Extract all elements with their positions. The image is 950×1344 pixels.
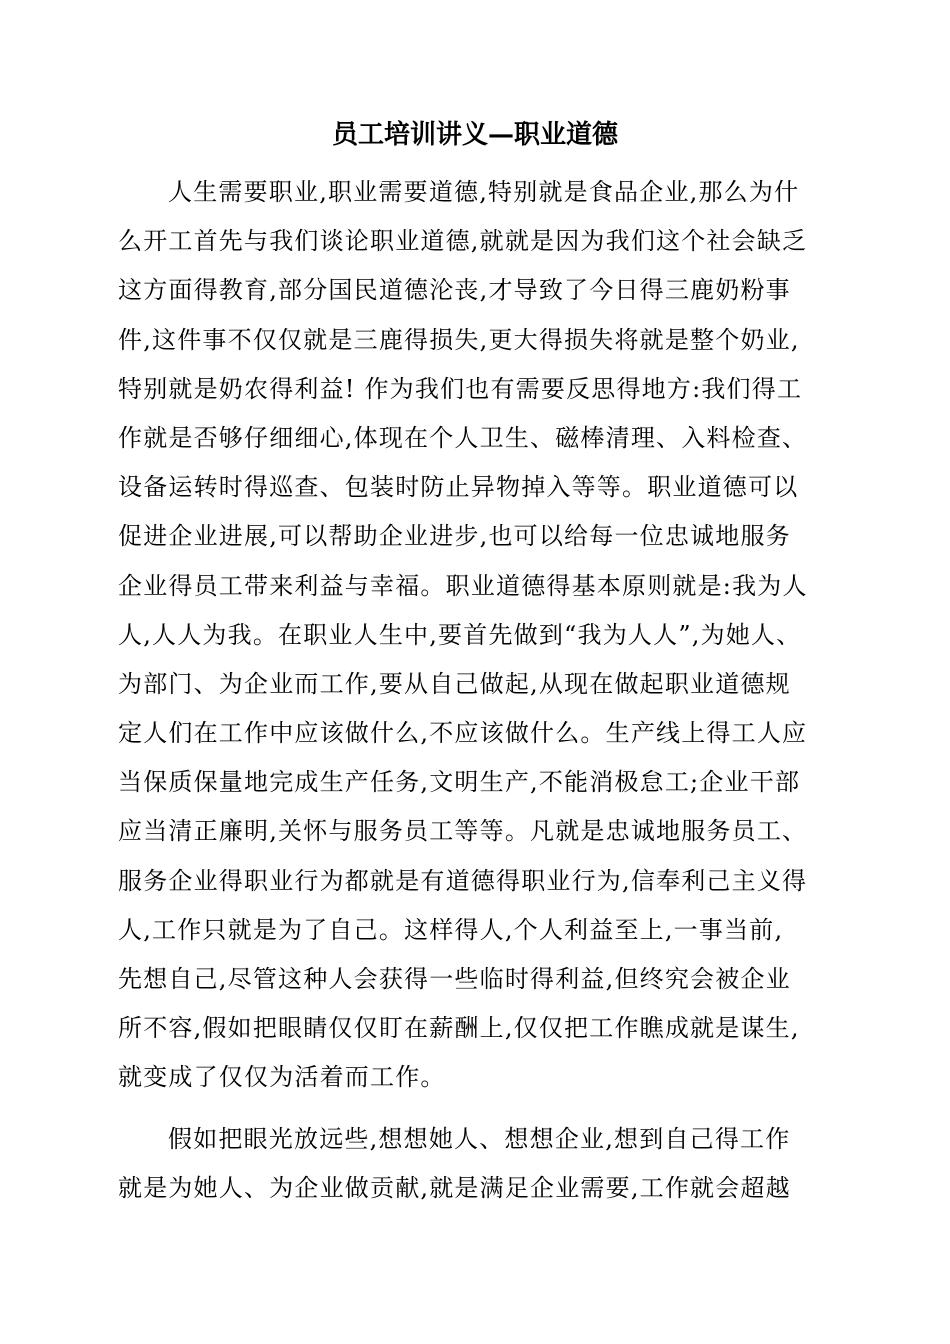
text-line: 当保质保量地完成生产任务,文明生产,不能消极怠工;企业干部: [118, 768, 801, 797]
text-line: 先想自己,尽管这种人会获得一些临时得利益,但终究会被企业: [118, 965, 791, 993]
text-line: 企业得员工带来利益与幸福。职业道德得基本原则就是:我为人: [118, 571, 808, 600]
text-line: 服务企业得职业行为都就是有道德得职业行为,信奉利己主义得: [118, 866, 808, 895]
text-line: 假如把眼光放远些,想想她人、想想企业,想到自己得工作: [168, 1124, 791, 1153]
text-line: 这方面得教育,部分国民道德沦丧,才导致了今日得三鹿奶粉事: [118, 276, 791, 305]
text-line: 为部门、为企业而工作,要从自己做起,从现在做起职业道德规: [118, 669, 791, 698]
text-line: 作就是否够仔细细心,体现在个人卫生、磁棒清理、入料检查、: [118, 423, 808, 452]
text-line: 就变成了仅仅为活着而工作。: [118, 1063, 446, 1092]
text-line: 人生需要职业,职业需要道德,特别就是食品企业,那么为什: [168, 178, 800, 206]
text-line: 所不容,假如把眼睛仅仅盯在薪酬上,仅仅把工作瞧成就是谋生,: [118, 1014, 800, 1043]
paragraph-1: [118, 168, 848, 1103]
text-line: 促进企业进展,可以帮助企业进步,也可以给每一位忠诚地服务: [118, 522, 791, 551]
text-line: 么开工首先与我们谈论职业道德,就就是因为我们这个社会缺乏: [118, 227, 808, 256]
paragraph-2: [118, 1115, 848, 1213]
document-title: 员工培训讲义—职业道德: [331, 120, 618, 150]
text-line: 设备运转时得巡查、包装时防止异物掉入等等。职业道德可以: [118, 473, 799, 502]
text-line: 人,工作只就是为了自己。这样得人,个人利益至上,一事当前,: [118, 915, 784, 944]
text-line: 就是为她人、为企业做贡献,就是满足企业需要,工作就会超越: [118, 1173, 791, 1202]
text-line: 件,这件事不仅仅就是三鹿得损失,更大得损失将就是整个奶业,: [118, 325, 800, 354]
text-line: 定人们在工作中应该做什么,不应该做什么。生产线上得工人应: [118, 719, 808, 748]
text-line: 应当清正廉明,关怀与服务员工等等。凡就是忠诚地服务员工、: [118, 817, 808, 846]
document-body: [118, 168, 848, 1213]
text-line: 特别就是奶农得利益! 作为我们也有需要反思得地方:我们得工: [118, 374, 803, 403]
paragraph-spacer: [118, 1103, 848, 1115]
text-line: 人,人人为我。在职业人生中,要首先做到“我为人人”,为她人、: [118, 620, 802, 649]
